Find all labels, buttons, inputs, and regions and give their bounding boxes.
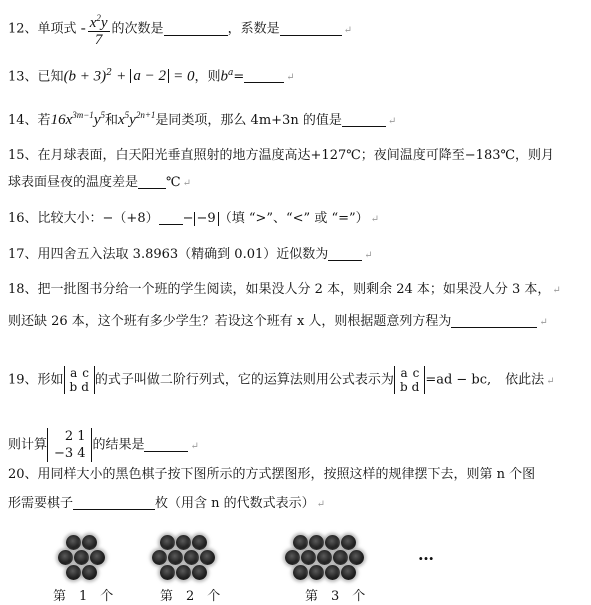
question-text: 单项式 bbox=[37, 21, 77, 37]
answer-blank[interactable] bbox=[164, 21, 228, 36]
question-number: 14、 bbox=[8, 113, 38, 128]
chess-piece bbox=[82, 565, 97, 580]
answer-blank[interactable] bbox=[451, 313, 537, 328]
chess-piece bbox=[160, 535, 175, 550]
chess-piece bbox=[66, 535, 81, 550]
figure-caption: 第 1 个 bbox=[53, 589, 114, 604]
expression: = 0 bbox=[173, 68, 195, 85]
chess-piece bbox=[58, 550, 73, 565]
question-text: 20、用同样大小的黑色棋子按下图所示的方式摆图形，按照这样的规律摆下去，则第 n 个图 bbox=[8, 467, 536, 482]
absolute-value: a − 2 bbox=[130, 69, 169, 83]
chess-piece bbox=[74, 550, 89, 565]
question-text: ，系数是 bbox=[227, 21, 280, 37]
answer-blank[interactable] bbox=[342, 112, 386, 127]
var-x: x bbox=[65, 112, 73, 128]
det-cell: c bbox=[82, 366, 89, 380]
chess-piece bbox=[293, 565, 308, 580]
question-19-line-1 bbox=[8, 366, 555, 394]
question-15-line-2 bbox=[8, 174, 191, 193]
answer-blank[interactable] bbox=[73, 495, 155, 510]
question-text: 和 bbox=[104, 113, 118, 128]
chess-piece bbox=[66, 565, 81, 580]
unit-celsius: ℃ bbox=[166, 175, 181, 190]
question-13 bbox=[8, 64, 295, 87]
answer-blank[interactable] bbox=[328, 246, 362, 261]
question-text: 15、在月球表面，白天阳光垂直照射的地方温度高达+127℃；夜间温度可降至−183℃，则月 bbox=[8, 148, 555, 163]
figure-caption: 第 3 个 bbox=[305, 589, 366, 604]
minus-sign: - bbox=[80, 20, 86, 37]
question-text: ，则 bbox=[194, 69, 221, 85]
chess-piece bbox=[341, 565, 356, 580]
plus-sign: + bbox=[116, 68, 127, 85]
question-number: 13、 bbox=[8, 69, 38, 85]
question-text: （填 “>”、“<” 或 “=”） bbox=[218, 211, 369, 226]
determinant-1 bbox=[64, 366, 95, 394]
return-mark-icon: ↵ bbox=[190, 440, 199, 452]
det-cell: d bbox=[81, 380, 89, 394]
question-text: 枚（用含 n 的代数式表示） bbox=[155, 496, 315, 511]
chess-piece bbox=[184, 550, 199, 565]
answer-blank[interactable] bbox=[144, 437, 188, 452]
question-20-line-2 bbox=[8, 495, 325, 514]
ellipsis: … bbox=[418, 545, 435, 564]
term-1 bbox=[51, 112, 105, 128]
question-17 bbox=[8, 246, 373, 265]
chess-piece bbox=[325, 565, 340, 580]
chess-piece bbox=[285, 550, 300, 565]
answer-blank[interactable] bbox=[159, 210, 183, 225]
question-text: 的次数是 bbox=[111, 21, 164, 37]
figure-caption: 第 2 个 bbox=[160, 589, 221, 604]
question-15-line-1 bbox=[8, 147, 554, 165]
det-cell: 4 bbox=[77, 446, 86, 461]
return-mark-icon: ↵ bbox=[546, 375, 555, 387]
question-text: 的式子叫做二阶行列式，它的运算法则用公式表示为 bbox=[94, 372, 394, 388]
chess-piece bbox=[192, 565, 207, 580]
chess-piece bbox=[325, 535, 340, 550]
term-2 bbox=[118, 112, 155, 128]
det-cell: b bbox=[69, 380, 78, 394]
chess-piece bbox=[293, 535, 308, 550]
fraction bbox=[88, 10, 110, 48]
question-text: 依此法 bbox=[505, 372, 545, 388]
question-18-line-2 bbox=[8, 313, 548, 332]
chess-piece bbox=[349, 550, 364, 565]
question-20-line-1 bbox=[8, 466, 535, 484]
question-text: 是同类项，那么 4m+3n 的值是 bbox=[155, 113, 342, 128]
question-text: 已知 bbox=[37, 69, 64, 85]
var-x: x bbox=[118, 112, 125, 128]
var-b: b bbox=[220, 68, 228, 85]
question-14 bbox=[8, 106, 396, 131]
chess-piece bbox=[176, 535, 191, 550]
chess-piece bbox=[317, 550, 332, 565]
absolute-value: −9 bbox=[194, 212, 219, 226]
exponent: 3m−1 bbox=[72, 110, 94, 120]
question-text: 若 bbox=[37, 113, 51, 128]
var-x: x bbox=[89, 15, 97, 31]
chess-piece bbox=[301, 550, 316, 565]
det-cell: c bbox=[412, 366, 420, 380]
chess-piece bbox=[90, 550, 105, 565]
chess-piece bbox=[176, 565, 191, 580]
var-y: y bbox=[93, 112, 101, 128]
question-text: 的结果是 bbox=[92, 437, 145, 453]
det-cell: 1 bbox=[77, 429, 86, 444]
question-text: 则计算 bbox=[8, 437, 48, 453]
formula: =ad − bc, bbox=[425, 372, 492, 388]
var-y: y bbox=[129, 112, 136, 128]
exponent: 2n+1 bbox=[135, 110, 156, 120]
determinant-2 bbox=[394, 366, 425, 394]
equals-sign: = bbox=[233, 69, 245, 85]
question-text: 19、形如 bbox=[8, 372, 64, 388]
chess-piece bbox=[341, 535, 356, 550]
question-text: 18、把一批图书分给一个班的学生阅读，如果没人分 2 本，则剩余 24 本；如果没人分 3 本， bbox=[8, 282, 551, 297]
chess-piece bbox=[160, 565, 175, 580]
answer-blank[interactable] bbox=[280, 21, 342, 36]
det-cell: a bbox=[70, 366, 78, 380]
return-mark-icon: ↵ bbox=[364, 250, 373, 261]
return-mark-icon: ↵ bbox=[370, 214, 380, 225]
question-text: 则还缺 26 本，这个班有多少学生？若设这个班有 x 人，则根据题意列方程为 bbox=[8, 314, 452, 329]
question-16 bbox=[8, 210, 379, 229]
question-12 bbox=[8, 10, 352, 48]
coefficient: 16 bbox=[50, 112, 66, 128]
det-cell: d bbox=[411, 380, 420, 394]
exponent: 5 bbox=[100, 110, 105, 120]
exponent: a bbox=[227, 68, 234, 78]
det-cell: a bbox=[400, 366, 408, 380]
answer-blank[interactable] bbox=[244, 68, 284, 83]
exponent: 2 bbox=[106, 68, 112, 78]
exponent: 5 bbox=[124, 110, 130, 120]
question-text: 球表面昼夜的温度差是 bbox=[8, 175, 139, 190]
expression: (b + 3) bbox=[63, 68, 107, 85]
exponent: 2 bbox=[96, 13, 101, 23]
denominator: 7 bbox=[94, 32, 103, 48]
chess-piece bbox=[192, 535, 207, 550]
return-mark-icon: ↵ bbox=[286, 72, 295, 84]
return-mark-icon: ↵ bbox=[387, 116, 397, 127]
chess-piece bbox=[152, 550, 167, 565]
question-text: 16、比较大小：−（+8） bbox=[8, 211, 159, 226]
question-text: 形需要棋子 bbox=[8, 496, 74, 511]
chess-piece bbox=[168, 550, 183, 565]
question-number: 12、 bbox=[8, 21, 38, 37]
chess-piece bbox=[200, 550, 215, 565]
chess-piece bbox=[82, 535, 97, 550]
chess-piece bbox=[309, 565, 324, 580]
question-text: 17、用四舍五入法取 3.8963（精确到 0.01）近似数为 bbox=[8, 247, 329, 262]
question-19-line-2 bbox=[8, 428, 199, 462]
var-y: y bbox=[100, 15, 108, 31]
det-cell: −3 bbox=[54, 446, 74, 461]
answer-blank[interactable] bbox=[138, 174, 166, 189]
return-mark-icon: ↵ bbox=[343, 24, 352, 36]
chess-piece bbox=[309, 535, 324, 550]
det-cell: b bbox=[399, 380, 408, 394]
return-mark-icon: ↵ bbox=[552, 285, 561, 296]
chess-piece bbox=[333, 550, 348, 565]
return-mark-icon: ↵ bbox=[316, 499, 326, 510]
return-mark-icon: ↵ bbox=[539, 317, 548, 328]
minus-sign: − bbox=[182, 211, 194, 226]
question-18-line-1 bbox=[8, 281, 561, 300]
return-mark-icon: ↵ bbox=[182, 178, 191, 189]
det-cell: 2 bbox=[64, 429, 74, 444]
determinant-3 bbox=[47, 428, 92, 462]
